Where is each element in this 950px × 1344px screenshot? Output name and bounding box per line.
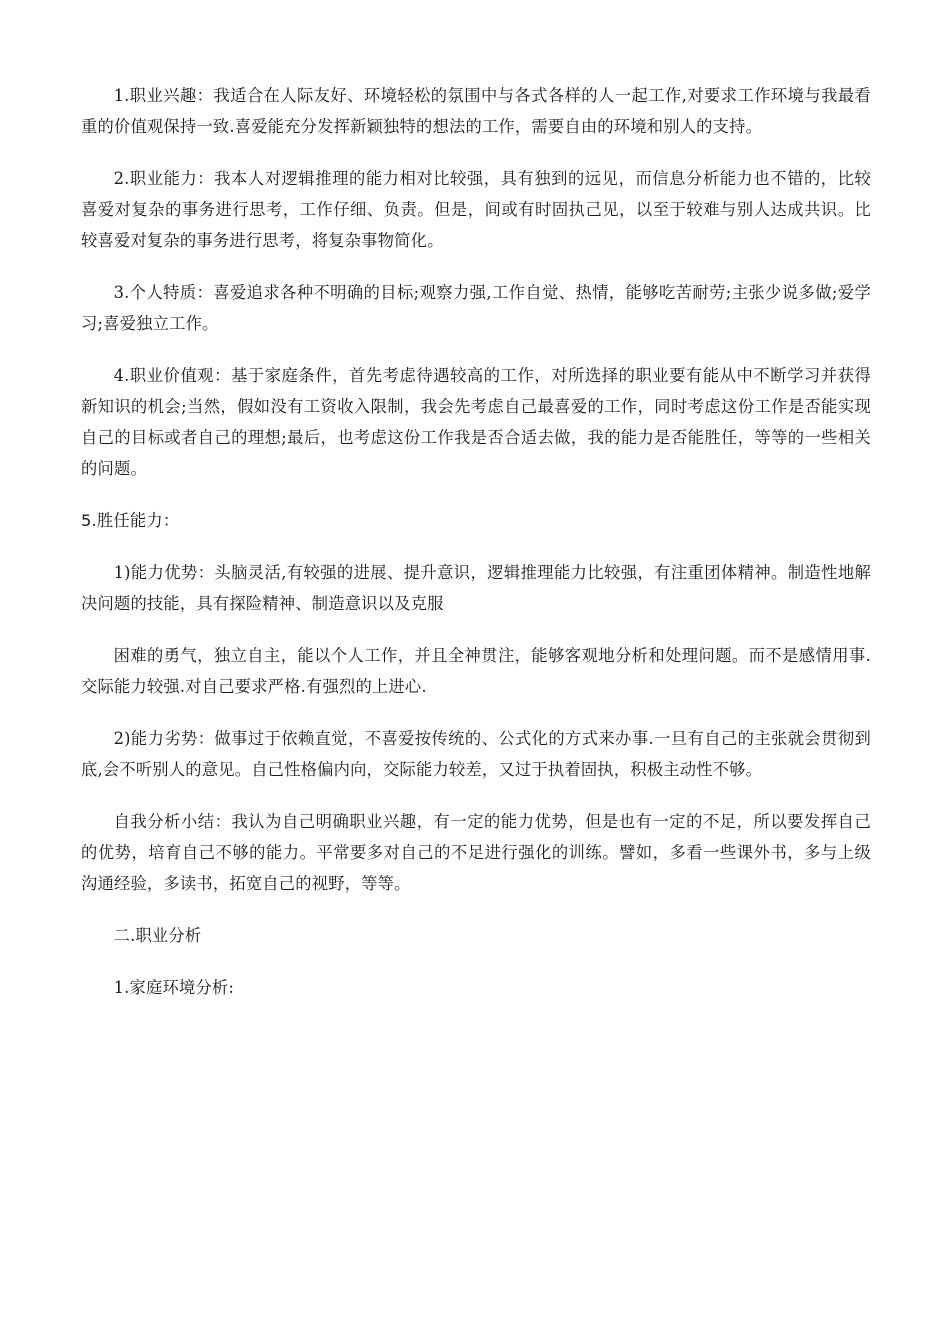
paragraph-career-values: 4.职业价值观：基于家庭条件，首先考虑待遇较高的工作，对所选择的职业要有能从中不断学习并获得新知识的机会;当然，假如没有工资收入限制，我会先考虑自己最喜爱的工作，同时考虑这份工作是否能实现自己的目标或者自己的理想;最后，也考虑这份工作我是否合适去做，我的能力是否能胜任，等等的一些相关的问题。 <box>81 366 871 478</box>
document-body <box>81 80 871 1024</box>
paragraph-strengths-continued: 困难的勇气，独立自主，能以个人工作，并且全神贯注，能够客观地分析和处理问题。而不是感情用事.交际能力较强.对自己要求严格.有强烈的上进心. <box>81 646 871 696</box>
paragraph-career-interest: 1.职业兴趣：我适合在人际友好、环境轻松的氛围中与各式各样的人一起工作,对要求工作环境与我最看重的价值观保持一致.喜爱能充分发挥新颖独特的想法的工作，需要自由的环境和别人的支持。 <box>81 86 871 136</box>
paragraph-self-analysis-summary: 自我分析小结：我认为自己明确职业兴趣，有一定的能力优势，但是也有一定的不足，所以要发挥自己的优势，培育自己不够的能力。平常要多对自己的不足进行强化的训练。譬如，多看一些课外书，多与上级沟通经验，多读书，拓宽自己的视野，等等。 <box>81 812 871 893</box>
paragraph-ability-weaknesses: 2)能力劣势：做事过于依赖直觉，不喜爱按传统的、公式化的方式来办事.一旦有自己的主张就会贯彻到底,会不听别人的意见。自己性格偏内向，交际能力较差，又过于执着固执，积极主动性不够。 <box>81 729 871 779</box>
paragraph-ability-strengths: 1)能力优势：头脑灵活,有较强的进展、提升意识，逻辑推理能力比较强，有注重团体精神。制造性地解决问题的技能，具有探险精神、制造意识以及克服 <box>81 563 871 613</box>
heading-competence: 5.胜任能力： <box>81 511 180 530</box>
paragraph-career-ability: 2.职业能力：我本人对逻辑推理的能力相对比较强，具有独到的远见，而信息分析能力也不错的，比较喜爱对复杂的事务进行思考，工作仔细、负责。但是，间或有时固执己见，以至于较难与别人达成共识。比较喜爱对复杂的事务进行思考，将复杂事物简化。 <box>81 169 871 250</box>
paragraph-personal-traits: 3.个人特质：喜爱追求各种不明确的目标;观察力强,工作自觉、热情，能够吃苦耐劳;主张少说多做;爱学习;喜爱独立工作。 <box>81 283 871 333</box>
section-heading-career-analysis: 二.职业分析 <box>113 926 202 945</box>
subheading-family-environment: 1.家庭环境分析: <box>113 978 235 997</box>
